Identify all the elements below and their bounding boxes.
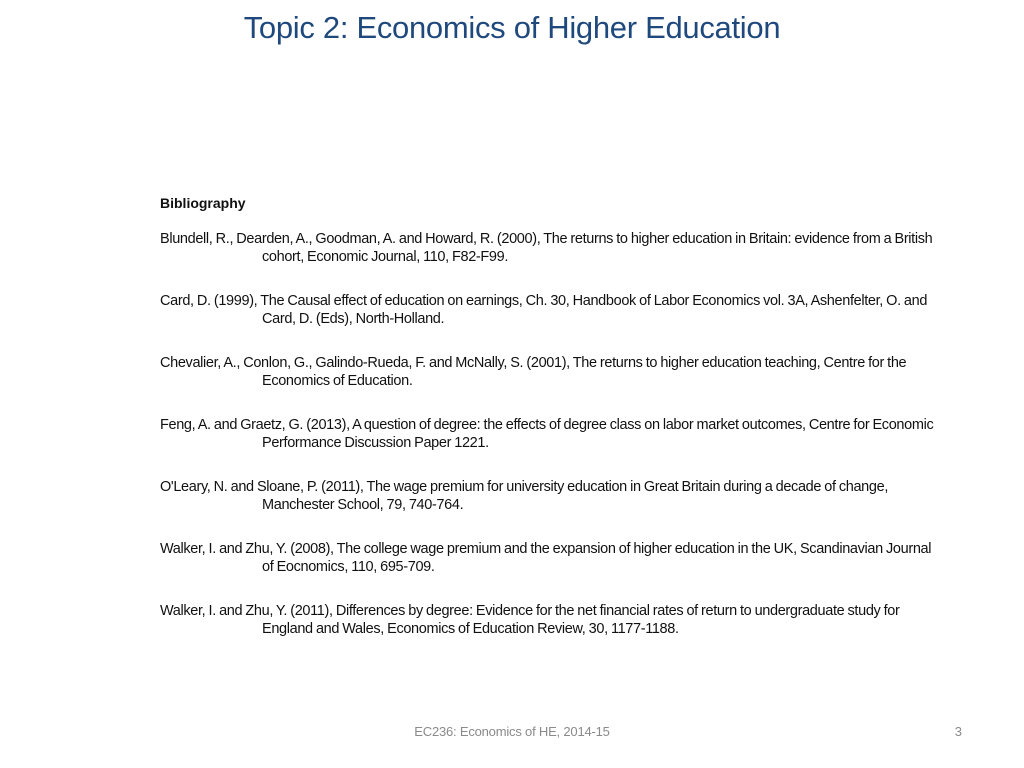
reference-item: Blundell, R., Dearden, A., Goodman, A. and Howard, R. (2000), The returns to higher education in Britain: evidence from a British cohort, Economic Journal, 110, F82-F99.: [160, 231, 933, 265]
slide-title: Topic 2: Economics of Higher Education: [243, 10, 781, 45]
reference-item: Walker, I. and Zhu, Y. (2008), The college wage premium and the expansion of higher education in the UK, Scandinavian Journal of Eocnomics, 110, 695-709.: [160, 541, 932, 575]
reference-item: Feng, A. and Graetz, G. (2013), A question of degree: the effects of degree class on labor market outcomes, Centre for Economic Performance Discussion Paper 1221.: [160, 417, 934, 451]
reference-item: Chevalier, A., Conlon, G., Galindo-Rueda, F. and McNally, S. (2001), The returns to higher education teaching, Centre for the Economics of Education.: [160, 355, 907, 389]
bibliography-heading: Bibliography: [160, 195, 246, 211]
reference-item: O'Leary, N. and Sloane, P. (2011), The wage premium for university education in Great Britain during a decade of change, Manchester School, 79, 740-764.: [160, 479, 889, 513]
page-number: 3: [954, 724, 962, 739]
reference-item: Card, D. (1999), The Causal effect of education on earnings, Ch. 30, Handbook of Labor Economics vol. 3A, Ashenfelter, O. and Card, D. (Eds), North-Holland.: [160, 293, 928, 327]
bibliography-section: [160, 194, 940, 664]
reference-item: Walker, I. and Zhu, Y. (2011), Differences by degree: Evidence for the net financial rates of return to undergraduate study for England and Wales, Economics of Education Review, 30, 1177-1188.: [160, 603, 900, 637]
footer-text: EC236: Economics of HE, 2014-15: [414, 724, 610, 739]
